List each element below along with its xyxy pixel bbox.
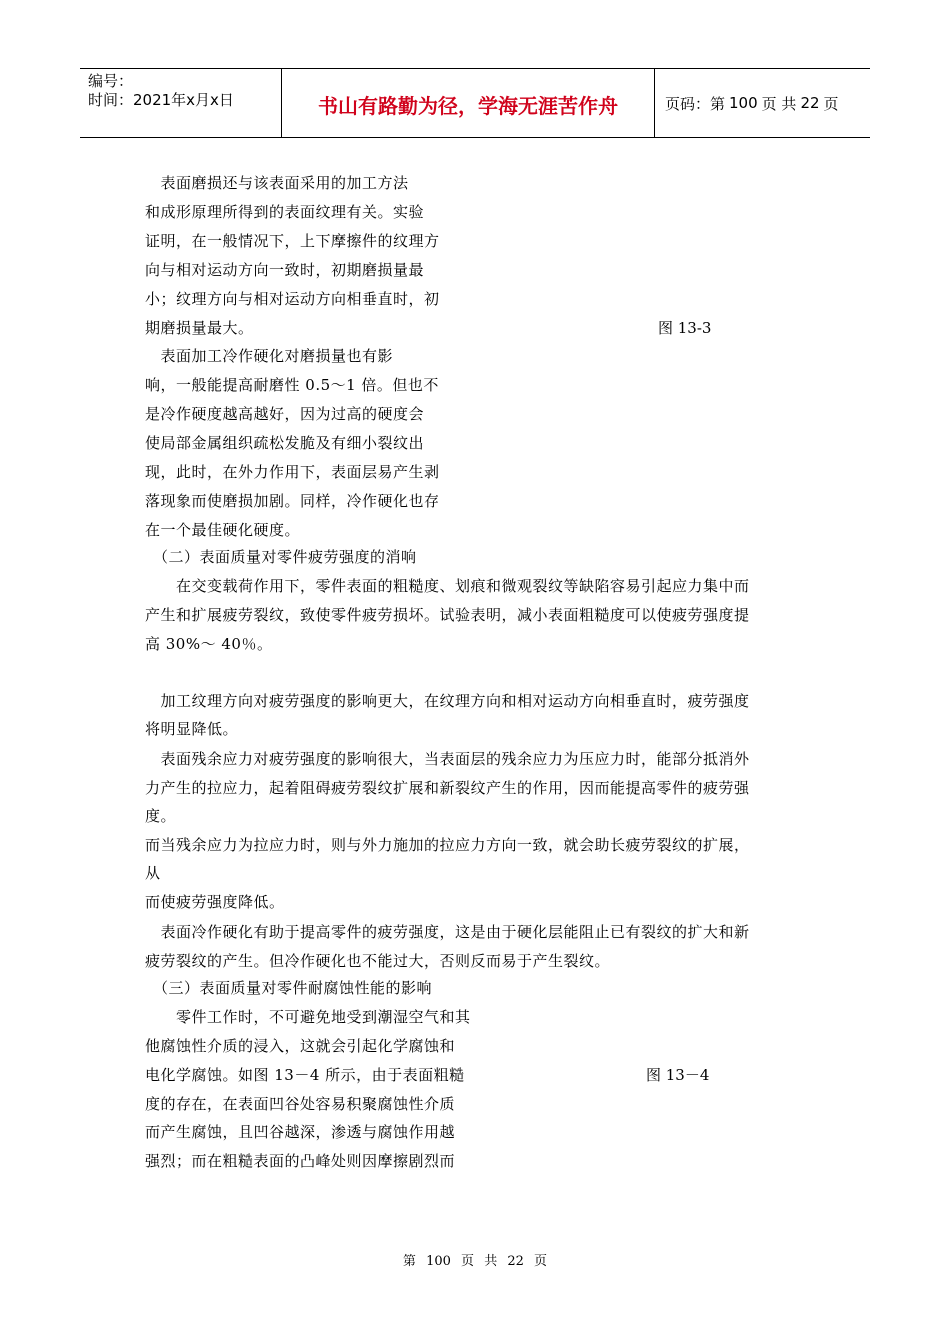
text-line: 电化学腐蚀。如图 13－4 所示，由于表面粗糙: [145, 1066, 465, 1084]
footer-suffix: 页: [534, 1254, 548, 1269]
text-line: 表面磨损还与该表面采用的加工方法: [145, 174, 409, 192]
page-footer: [0, 1250, 950, 1269]
text-line: 证明，在一般情况下，上下摩擦件的纹理方: [145, 232, 440, 250]
section-heading: （三）表面质量对零件耐腐蚀性能的影响: [145, 979, 433, 997]
text-line: 力产生的拉应力，起着阻碍疲劳裂纹扩展和新裂纹产生的作用，因而能提高零件的疲劳强: [145, 779, 750, 797]
text-line: 是冷作硬度越高越好，因为过高的硬度会: [145, 405, 425, 423]
section-heading: （二）表面质量对零件疲劳强度的消响: [145, 548, 417, 566]
text-line: 表面加工冷作硬化对磨损量也有影: [145, 347, 394, 365]
footer-mid1: 页: [461, 1254, 475, 1269]
text-line: 现，此时，在外力作用下，表面层易产生剥: [145, 463, 440, 481]
text-line: 强烈；而在粗糙表面的凸峰处则因摩擦剧烈而: [145, 1152, 456, 1170]
text-line: 在一个最佳硬化硬度。: [145, 521, 301, 539]
text-line: 疲劳裂纹的产生。但冷作硬化也不能过大，否则反而易于产生裂纹。: [145, 952, 611, 970]
header-motto: 书山有路勤为径，学海无涯苦作舟: [318, 93, 618, 118]
text-line: 和成形原理所得到的表面纹理有关。实验: [145, 203, 425, 221]
footer-prefix: 第: [402, 1254, 416, 1269]
header-page-suffix: 页: [823, 94, 839, 113]
figure-caption: 图 13-3: [658, 319, 712, 337]
footer-page-total: 22: [507, 1254, 524, 1269]
text-line: 将明显降低。: [145, 720, 239, 738]
text-line: 他腐蚀性介质的浸入，这就会引起化学腐蚀和: [145, 1037, 456, 1055]
text-line: 从: [145, 864, 161, 882]
header-page-prefix: 页码：第: [665, 94, 726, 113]
header-motto-cell: [282, 69, 655, 137]
text-line: 期磨损量最大。: [145, 319, 254, 337]
header-page-mid: 页 共: [761, 94, 797, 113]
header-page-total: 22: [800, 94, 820, 112]
text-line: 零件工作时，不可避免地受到潮湿空气和其: [145, 1008, 471, 1026]
figure-caption: 图 13－4: [646, 1066, 710, 1084]
page-header: [80, 68, 870, 138]
text-line: 小；纹理方向与相对运动方向相垂直时，初: [145, 290, 440, 308]
document-date: 时间：2021年x月x日: [88, 91, 234, 109]
text-line: 加工纹理方向对疲劳强度的影响更大，在纹理方向和相对运动方向相垂直时，疲劳强度: [145, 692, 750, 710]
text-line: 高 30%～ 40％。: [145, 635, 273, 653]
footer-page-number: 100: [426, 1254, 451, 1269]
text-line: 落现象而使磨损加剧。同样，冷作硬化也存: [145, 492, 440, 510]
text-line: 而使疲劳强度降低。: [145, 893, 285, 911]
document-number-label: 编号：: [88, 72, 134, 90]
text-line: 而产生腐蚀，且凹谷越深，渗透与腐蚀作用越: [145, 1123, 456, 1141]
header-page-cell: [655, 69, 870, 137]
text-line: 表面残余应力对疲劳强度的影响很大，当表面层的残余应力为压应力时，能部分抵消外: [145, 750, 750, 768]
footer-mid2: 共: [484, 1254, 498, 1269]
header-page-number: 100: [729, 94, 758, 112]
text-line: 度。: [145, 807, 177, 825]
text-line: 向与相对运动方向一致时，初期磨损量最: [145, 261, 425, 279]
text-line: 度的存在，在表面凹谷处容易积聚腐蚀性介质: [145, 1095, 456, 1113]
header-info-cell: [80, 69, 282, 137]
text-line: 响，一般能提高耐磨性 0.5～1 倍。但也不: [145, 376, 439, 394]
text-line: 产生和扩展疲劳裂纹，致使零件疲劳损坏。试验表明，减小表面粗糙度可以使疲劳强度提: [145, 606, 750, 624]
text-line: 而当残余应力为拉应力时，则与外力施加的拉应力方向一致，就会助长疲劳裂纹的扩展，: [145, 836, 750, 854]
text-line: 表面冷作硬化有助于提高零件的疲劳强度，这是由于硬化层能阻止已有裂纹的扩大和新: [145, 923, 750, 941]
text-line: 使局部金属组织疏松发脆及有细小裂纹出: [145, 434, 425, 452]
text-line: 在交变载荷作用下，零件表面的粗糙度、划痕和微观裂纹等缺陷容易引起应力集中而: [145, 577, 750, 595]
